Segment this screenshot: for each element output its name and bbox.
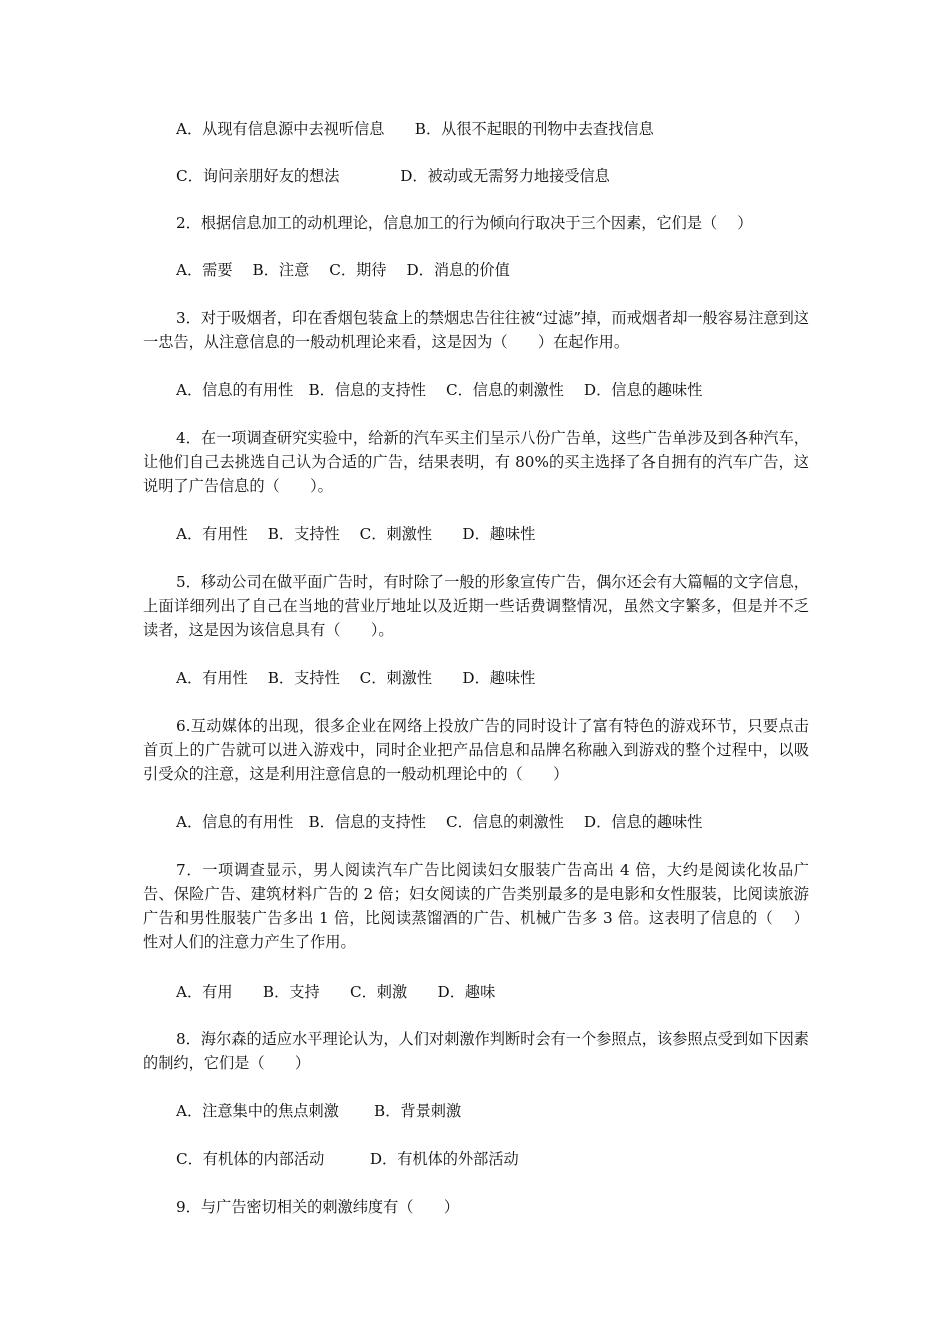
q1-options-cd: C．询问亲朋好友的想法 D．被动或无需努力地接受信息 bbox=[176, 167, 610, 185]
q1-options-ab: A．从现有信息源中去视听信息 B．从很不起眼的刊物中去查找信息 bbox=[176, 120, 654, 138]
question-2-stem: 2．根据信息加工的动机理论，信息加工的行为倾向行取决于三个因素，它们是（ ） bbox=[176, 214, 753, 232]
question-7-options: A．有用 B．支持 C．刺激 D．趣味 bbox=[176, 983, 496, 1001]
question-4-options: A．有用性 B．支持性 C．刺激性 D．趣味性 bbox=[176, 525, 536, 543]
question-9-stem: 9．与广告密切相关的刺激纬度有（ ） bbox=[176, 1198, 460, 1216]
question-8-options-ab: A．注意集中的焦点刺激 B．背景刺激 bbox=[176, 1102, 462, 1120]
question-5-stem: 5．移动公司在做平面广告时，有时除了一般的形象宣传广告，偶尔还会有大篇幅的文字信息，上面详细列出了自己在当地的营业厅地址以及近期一些话费调整情况，虽然文字繁多，但是并不乏读者，这是因为该信息具有（ ）。 bbox=[143, 573, 809, 639]
question-4-stem: 4．在一项调查研究实验中，给新的汽车买主们呈示八份广告单，这些广告单涉及到各种汽车，让他们自己去挑选自己认为合适的广告，结果表明，有 80%的买主选择了各自拥有的汽车广告，这说明了广告信息的（ ）。 bbox=[143, 429, 809, 495]
question-3-stem: 3．对于吸烟者，印在香烟包装盒上的禁烟忠告往往被“过滤”掉，而戒烟者却一般容易注意到这一忠告，从注意信息的一般动机理论来看，这是因为（ ）在起作用。 bbox=[143, 309, 809, 351]
question-6-stem: 6.互动媒体的出现，很多企业在网络上投放广告的同时设计了富有特色的游戏环节，只要点击首页上的广告就可以进入游戏中，同时企业把产品信息和品牌名称融入到游戏的整个过程中，以吸引受众的注意，这是利用注意信息的一般动机理论中的（ ） bbox=[143, 717, 809, 783]
question-8-stem: 8．海尔森的适应水平理论认为，人们对刺激作判断时会有一个参照点，该参照点受到如下因素的制约，它们是（ ） bbox=[143, 1030, 809, 1072]
question-3-options: A．信息的有用性 B．信息的支持性 C．信息的刺激性 D．信息的趣味性 bbox=[176, 381, 703, 399]
question-7-stem: 7．一项调查显示，男人阅读汽车广告比阅读妇女服装广告高出 4 倍，大约是阅读化妆品广告、保险广告、建筑材料广告的 2 倍；妇女阅读的广告类别最多的是电影和女性服装，比阅读旅游广告和男性服装广告多出 1 倍，比阅读蒸馏酒的广告、机械广告多 3 倍。这表明了信息的（ ）性对人们的注意力产生了作用。 bbox=[143, 861, 809, 951]
question-2-options: A．需要 B．注意 C．期待 D．消息的价值 bbox=[176, 261, 510, 279]
question-6-options: A．信息的有用性 B．信息的支持性 C．信息的刺激性 D．信息的趣味性 bbox=[176, 813, 703, 831]
question-5-options: A．有用性 B．支持性 C．刺激性 D．趣味性 bbox=[176, 669, 536, 687]
question-8-options-cd: C．有机体的内部活动 D．有机体的外部活动 bbox=[176, 1150, 519, 1168]
